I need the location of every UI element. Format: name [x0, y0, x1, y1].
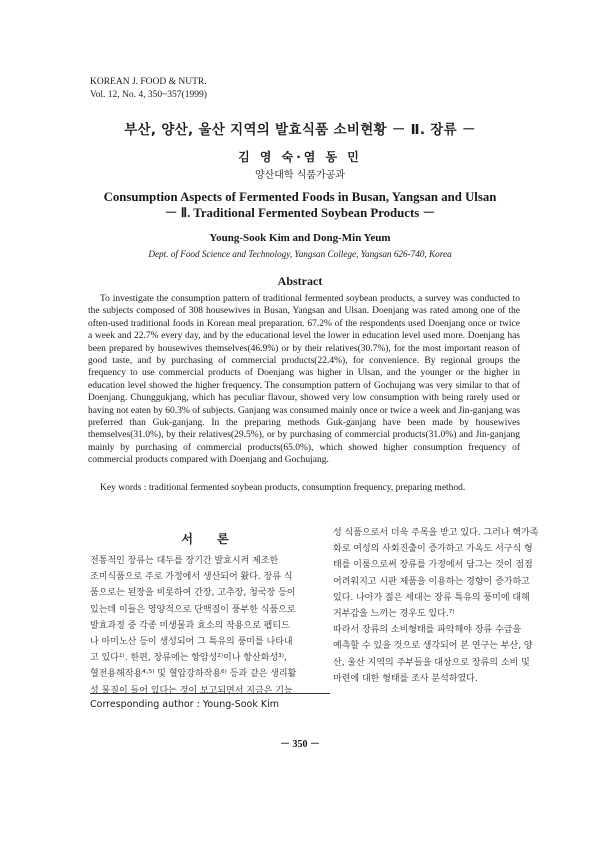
body-line: 마련에 대한 형태를 조사 분석하였다.: [333, 673, 478, 684]
journal-citation: [90, 76, 207, 101]
body-line: 거부감을 느끼는 경우도 있다.⁷⁾: [333, 609, 455, 620]
body-line: 있는데 이들은 영양적으로 단백질이 풍부한 식품으로: [90, 604, 296, 615]
affiliation-english: Dept. of Food Science and Technology, Yangsan College, Yangsan 626-740, Korea: [148, 249, 452, 259]
title-english-line2: － Ⅱ. Traditional Fermented Soybean Products －: [164, 206, 436, 220]
body-line: 있다. 나아가 젊은 세대는 장류 특유의 풍미에 대해: [333, 592, 530, 603]
body-line: 전통적인 장류는 대두를 장기간 발효시켜 제조한: [90, 556, 279, 566]
body-line: 어려워지고 시판 제품을 이용하는 경향이 증가하고: [333, 576, 530, 587]
body-line: 품으로는 된장을 비롯하여 간장, 고추장, 청국장 등이: [90, 588, 296, 599]
body-line: 화로 여성의 사회진출이 증가하고 가옥도 서구식 형: [333, 544, 533, 555]
body-column-left: [90, 553, 296, 699]
page-number: － 350 －: [280, 739, 320, 750]
journal-volume: Vol. 12, No. 4, 350~357(1999): [90, 89, 207, 100]
body-line: 따라서 장류의 소비형태를 파악해야 장류 수급을: [333, 625, 522, 636]
journal-name: KOREAN J. FOOD & NUTR.: [90, 77, 207, 87]
body-line: 조미식품으로 주로 가정에서 생산되어 왔다. 장류 식: [90, 572, 293, 583]
body-line: 혈전용해작용⁴·⁵⁾ 및 혈압강하작용⁶⁾ 등과 같은 생리활: [90, 669, 297, 680]
body-line: 발효과정 중 각종 미생물과 효소의 작용으로 펩티드: [90, 620, 290, 631]
section-heading-introduction: 서 론: [181, 532, 239, 546]
title-english: [0, 189, 600, 221]
keywords: Key words : traditional fermented soybean products, consumption frequency, preparing method.: [100, 483, 466, 493]
authors-english: Young-Sook Kim and Dong-Min Yeum: [209, 232, 391, 244]
authors-korean: 김 영 숙·염 동 민: [238, 150, 362, 164]
body-column-right: [333, 525, 538, 687]
body-line: 고 있다¹⁾. 한편, 장류에는 항암성²⁾이나 항산화성³⁾,: [90, 653, 287, 664]
title-korean: 부산, 양산, 울산 지역의 발효식품 소비현황 － Ⅱ. 장류 －: [124, 122, 476, 138]
abstract: [88, 293, 520, 467]
body-line: 태를 이룸으로써 장류를 가정에서 담그는 것이 점점: [333, 560, 533, 571]
title-english-line1: Consumption Aspects of Fermented Foods in Busan, Yangsan and Ulsan: [103, 190, 497, 204]
footnote-divider: [90, 693, 330, 694]
abstract-heading: Abstract: [277, 274, 323, 288]
body-line: 산, 울산 지역의 주부들을 대상으로 장류의 소비 및: [333, 657, 530, 668]
body-line: 예측할 수 있을 것으로 생각되어 본 연구는 부산, 양: [333, 641, 533, 652]
body-line: 성 식품으로서 더욱 주목을 받고 있다. 그러나 핵가족: [333, 528, 539, 538]
body-line: 나 아미노산 등이 생성되어 그 특유의 풍미를 나타내: [90, 637, 293, 648]
body-line: 성 물질이 들어 있다는 것이 보고되면서 지금은 기능: [90, 685, 293, 696]
corresponding-author-footnote: Corresponding author : Young-Sook Kim: [90, 699, 279, 710]
abstract-text: To investigate the consumption pattern of traditional fermented soybean products, a survey was conducted to the subjects composed of 308 housewives in Busan, Yangsan and Ulsan. Doenjang was rated among one of the often-used traditional foods in Korean meal preparation. 67.2% of the respondents used Doenjang once or twice a week and 22.7% every day, and by the educational level the lower in education level used more. Doenjang has been prepared by housewives themselves(46.9%) or by their relatives(30.7%), for the most important reason of good taste, and by purchasing of commercial products(22.4%), for convenience. By regional groups the frequency to use commercial products of Doenjang was higher in Ulsan, and the younger or the higher in education level showed the higher frequency. The consumption pattern of Gochujang was very similar to that of Doenjang. Chunggukjang, which has peculiar flavour, showed very low consumption with being rarely used or having not eaten by 60.3% of subjects. Ganjang was consumed mainly once or twice a week and Jin-ganjang was preferred than Guk-ganjang. In the preparing methods Guk-ganjang have been made by housewives themselves(31.0%), by their relatives(29.5%), or by purchasing of commercial products(31.0%) and Jin-ganjang mainly by purchasing of commercial products(65.0%), which showed higher consumption frequency of commercial products compared with Doenjang and Gochujang.: [88, 294, 520, 466]
affiliation-korean: 양산대학 식품가공과: [254, 170, 346, 181]
